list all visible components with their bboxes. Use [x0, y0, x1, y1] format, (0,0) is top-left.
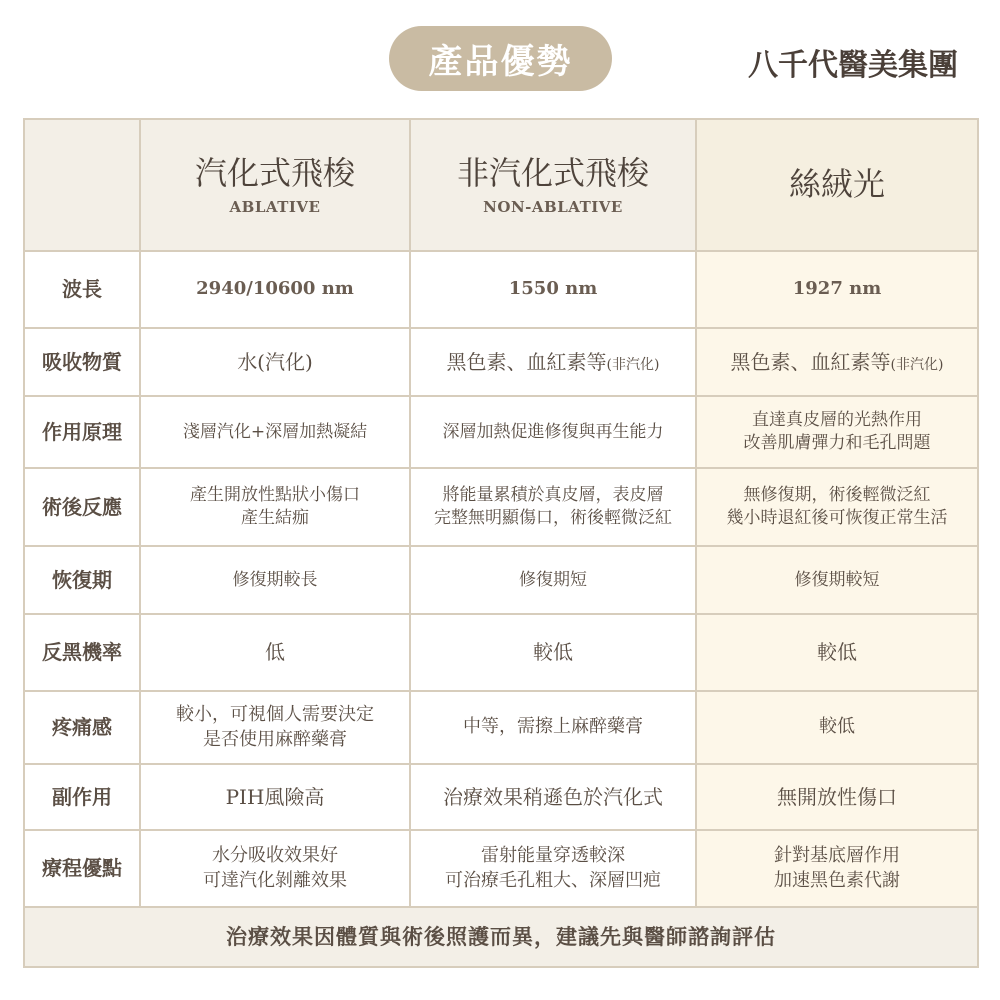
cell-value: PIH風險高 [140, 764, 410, 830]
cell-value [696, 328, 978, 396]
row-label-principle: 作用原理 [24, 396, 140, 468]
cell-value [696, 468, 978, 546]
cell-value [696, 830, 978, 907]
column-header-ablative [140, 119, 410, 251]
cell-value: 較低 [410, 614, 696, 691]
table-row [24, 764, 978, 830]
column-name: 汽化式飛梭 [194, 154, 355, 193]
cell-value [696, 396, 978, 468]
table-row [24, 691, 978, 764]
cell-line: 產生結痂 [241, 508, 309, 528]
cell-value: 治療效果稍遜色於汽化式 [410, 764, 696, 830]
column-subtitle: NON-ABLATIVE [483, 198, 623, 217]
cell-line: 完整無明顯傷口，術後輕微泛紅 [434, 508, 672, 528]
cell-value [410, 328, 696, 396]
cell-value [410, 468, 696, 546]
cell-line: 是否使用麻醉藥膏 [203, 728, 347, 750]
row-label-recovery: 恢復期 [24, 546, 140, 614]
table-row [24, 546, 978, 614]
cell-line: 改善肌膚彈力和毛孔問題 [743, 433, 931, 453]
column-name: 非汽化式飛梭 [456, 154, 649, 193]
cell-value [696, 691, 978, 764]
cell-line: 水分吸收效果好 [212, 845, 338, 867]
cell-line: 中等，需擦上麻醉藥膏 [463, 716, 643, 738]
row-label-pain: 疼痛感 [24, 691, 140, 764]
row-label-side-effect: 副作用 [24, 764, 140, 830]
cell-main-text: 黑色素、血紅素等 [446, 349, 607, 374]
row-label-absorption: 吸收物質 [24, 328, 140, 396]
cell-value: 無開放性傷口 [696, 764, 978, 830]
page-title: 產品優勢 [389, 26, 612, 91]
table-row [24, 468, 978, 546]
table-row [24, 830, 978, 907]
table-row [24, 396, 978, 468]
table-row [24, 328, 978, 396]
cell-line: 較低 [819, 716, 855, 738]
cell-line: 可達汽化剝離效果 [203, 869, 347, 891]
cell-line: 無修復期，術後輕微泛紅 [743, 485, 931, 506]
cell-value: 1550 nm [410, 251, 696, 328]
cell-value [410, 691, 696, 764]
column-header-velvet-light [696, 119, 978, 251]
table-row [24, 614, 978, 691]
row-label-pih-rate: 反黑機率 [24, 614, 140, 691]
cell-line: 直達真皮層的光熱作用 [752, 410, 922, 431]
cell-line: 加速黑色素代謝 [774, 869, 900, 891]
column-subtitle: ABLATIVE [229, 198, 321, 217]
row-label-post-reaction: 術後反應 [24, 468, 140, 546]
footer-note: 治療效果因體質與術後照護而異，建議先與醫師諮詢評估 [24, 907, 978, 967]
cell-value [410, 830, 696, 907]
cell-value [140, 830, 410, 907]
cell-value [140, 468, 410, 546]
cell-line: 較小，可視個人需要決定 [176, 704, 374, 726]
column-header-non-ablative [410, 119, 696, 251]
cell-line: 可治療毛孔粗大、深層凹疤 [445, 869, 661, 891]
corner-cell [24, 119, 140, 251]
cell-value [140, 691, 410, 764]
footer-row [24, 907, 978, 967]
row-label-wavelength: 波長 [24, 251, 140, 328]
brand-name: 八千代醫美集團 [748, 48, 958, 83]
cell-value: 修復期短 [410, 546, 696, 614]
cell-value: 較低 [696, 614, 978, 691]
cell-value: 水(汽化) [140, 328, 410, 396]
table-header-row [24, 119, 978, 251]
cell-line: 深層加熱促進修復與再生能力 [442, 421, 664, 442]
cell-value [140, 396, 410, 468]
cell-note: (非汽化) [890, 356, 944, 373]
cell-line: 雷射能量穿透較深 [481, 845, 625, 867]
cell-line: 針對基底層作用 [774, 845, 900, 867]
cell-value: 低 [140, 614, 410, 691]
cell-line: 將能量累積於真皮層，表皮層 [442, 485, 664, 506]
row-label-advantages: 療程優點 [24, 830, 140, 907]
cell-value: 修復期較長 [140, 546, 410, 614]
cell-value: 2940/10600 nm [140, 251, 410, 328]
cell-value: 1927 nm [696, 251, 978, 328]
cell-line: 幾小時退紅後可恢復正常生活 [726, 508, 948, 528]
table-row [24, 251, 978, 328]
cell-main-text: 黑色素、血紅素等 [730, 349, 891, 374]
cell-note: (非汽化) [606, 356, 660, 373]
cell-line: 產生開放性點狀小傷口 [190, 485, 360, 506]
cell-value [410, 396, 696, 468]
comparison-table [23, 118, 979, 968]
cell-value: 修復期較短 [696, 546, 978, 614]
column-name: 絲絨光 [788, 165, 885, 204]
cell-line: 淺層汽化+深層加熱凝結 [182, 421, 368, 442]
